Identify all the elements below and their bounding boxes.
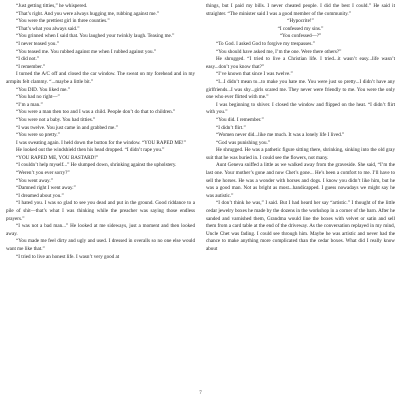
paragraph: “To God. I asked God to forgive my trespasses.”: [216, 40, 315, 47]
paragraph: “I couldn’t help myself...” He slumped down, shrinking against the upholstery.: [16, 162, 177, 169]
paragraph: “I remember.”: [16, 63, 46, 70]
paragraph: “That’s right. And you were always hugging me, rubbing against me.”: [16, 10, 160, 17]
paragraph: Aunt Geneva sniffed a little as we walked away from the graveside. She said, “I’m the last one. Your mother’s gone and now Chet’s gone... He’s been a comfort to me. I’ll have to sell the horses. He was a wonder with horses and dogs. I know you didn’t like him, but he was a good man. Not as bright as most...handicapped. I guess nowadays we might say he was autistic.”: [206, 162, 395, 199]
paragraph: “Weren’t you ever sorry?”: [16, 170, 70, 177]
paragraph: He shrugged. “I tried to live a Christian life. I tried...it wasn’t easy...life wasn’t easy...don’t you know that?”: [206, 56, 395, 70]
paragraph: “You had no right—”: [16, 94, 60, 101]
paragraph: “I don’t think he was,” I said. But I had heard her say “artistic.” I thought of the little cedar jewelry boxes he made by the dozens in the workshop in a corner of the barn. After he sanded and varnished them, Grandma would line the boxes with velvet or satin and sell them from a card table at the end of the driveway. As the conversation replayed in my mind, Uncle Chet was fading. I could see through him. Maybe he was artistic and never had the chance to make anything more complicated than the cedar boxes. What did I really know about: [206, 200, 395, 252]
paragraph: “You were a man then too and I was a child. People don’t do that to children.”: [16, 109, 176, 116]
paragraph: “I...I didn’t mean to...to make you hate me. You were just so pretty...I didn’t have any girlfriends...I was shy...girls scared me. They never were friendly to me. You were the only one who ever flirted with me.”: [206, 78, 395, 101]
paragraph: “You teased me. You rubbed against me when I rubbed against you.”: [16, 48, 157, 55]
paragraph: I was sweating again. I held down the button for the window. “YOU RAPED ME!”: [16, 139, 186, 146]
paragraph: “I dreamed about you.”: [16, 192, 64, 199]
paragraph: I was beginning to shiver. I closed the window and flipped on the heat. “I didn’t flirt with you.”: [206, 101, 395, 116]
paragraph: “You grinned when I said that. You laughed your twinkly laugh. Teasing me.”: [16, 33, 175, 40]
paragraph: “I tried to live an honest life. I wasn’t very good at: [16, 253, 120, 260]
paragraph: things, but I paid my bills. I never cheated people. I did the best I could.” He said it straighter. “The minister said I was a good member of the community.”: [206, 3, 395, 17]
paragraph: I turned the A/C off and closed the car window. The sweat on my forehead and in my armpits felt clammy. “...maybe a little bit.”: [6, 71, 195, 85]
text-columns: [6, 3, 395, 385]
right-column: [206, 3, 395, 385]
paragraph: “I confessed my sins.”: [277, 25, 324, 32]
page-number: 7: [199, 391, 202, 396]
paragraph: “I was twelve. You just came in and grabbed me.”: [16, 124, 118, 131]
paragraph: “I hated you. I was so glad to see you dead and put in the ground. Good riddance to a pile of shit—that’s what I was thinking while the preacher was saying those endless prayers.”: [6, 200, 195, 222]
paragraph: He looked out the windshield then his head dropped. “I didn’t rape you.”: [16, 147, 165, 154]
left-column: [6, 3, 195, 385]
paragraph: “God was punishing you.”: [216, 139, 271, 146]
paragraph: “I never teased you.”: [16, 40, 59, 47]
paragraph: “You did. I remember.”: [216, 116, 264, 123]
paragraph: “I didn’t flirt.”: [216, 124, 246, 131]
paragraph: “Hypocrite!”: [287, 18, 314, 25]
paragraph: “You were not a baby. You had titties.”: [16, 116, 96, 123]
paragraph: “Damned right I went away.”: [16, 185, 76, 192]
paragraph: “You should have asked me, I’m the one. Were there others?”: [216, 48, 342, 55]
paragraph: “You made me feel dirty and ugly and used. I dressed in overalls so no one else would want me like that.”: [6, 238, 195, 252]
paragraph: “I did not.”: [16, 56, 40, 63]
paragraph: “You were the prettiest girl in three counties.”: [16, 18, 110, 25]
paragraph: “You were so pretty.”: [16, 132, 60, 139]
paragraph: “Women never did...like me much. It was a lonely life I lived.”: [216, 132, 345, 139]
paragraph: “You DID. You liked me.”: [16, 86, 70, 93]
paragraph: “I’m a man.”: [16, 101, 43, 108]
paragraph: “You went away.”: [16, 177, 53, 184]
paragraph: “I’ve known that since I was twelve.”: [216, 71, 293, 78]
paragraph: “I was not a bad man...” He looked at me sideways, just a moment and then looked away.: [6, 223, 195, 237]
paragraph: “YOU RAPED ME, YOU BASTARD!”: [16, 154, 99, 161]
paragraph: “You confessed—?”: [279, 33, 322, 40]
paragraph: “That’s what you always said.”: [16, 25, 80, 32]
paragraph: “Just getting titties,” he whispered.: [16, 3, 88, 9]
paragraph: He shrugged. He was a pathetic figure sitting there, shrinking, sinking into the old gray suit that he was buried in. I could see the flowers, not many.: [206, 147, 395, 161]
